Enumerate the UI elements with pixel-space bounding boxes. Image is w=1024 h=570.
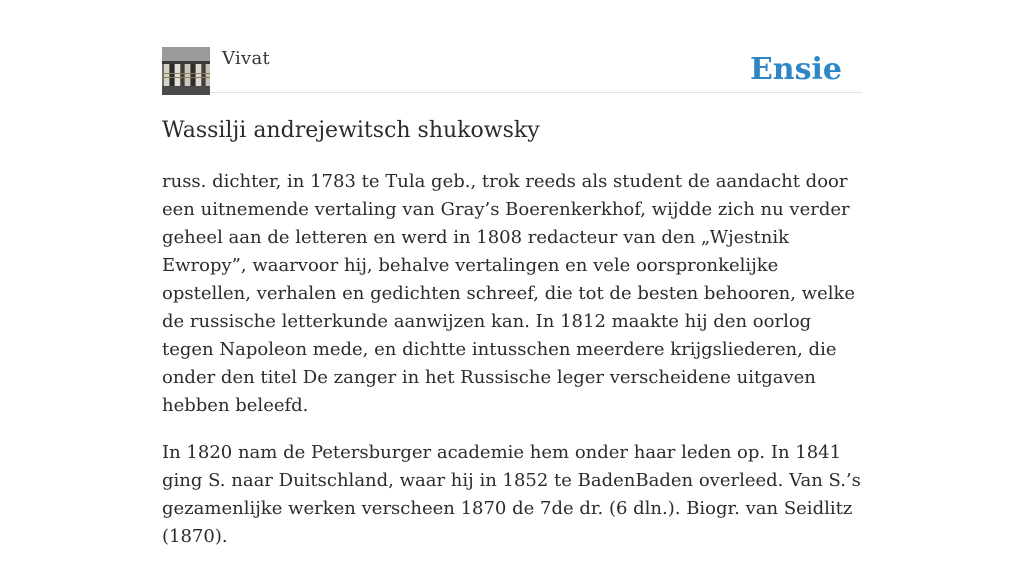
source-name[interactable]: Vivat [222, 48, 271, 69]
ensie-logo[interactable]: Ensie [749, 52, 842, 87]
source-avatar[interactable] [162, 47, 210, 95]
book-spines-icon [162, 47, 210, 95]
paragraph-2: In 1820 nam de Petersburger academie hem onder haar leden op. In 1841 ging S. naar Duitschland, waar hij in 1852 te BadenBaden overleed. Van S.’s gezamenlijke werken verscheen 1870 de 7de dr. (6 dln.). Biogr. van Seidlitz (1870). [162, 442, 861, 547]
header [162, 44, 862, 93]
article-page [162, 0, 862, 547]
page-title: Wassilji andrejewitsch shukowsky [162, 118, 540, 143]
paragraph-1: russ. dichter, in 1783 te Tula geb., trok reeds als student de aandacht door een uitnemende vertaling van Gray’s Boerenkerkhof, wijdde zich nu verder geheel aan de letteren en werd in 1808 redacteur van den „Wjestnik Ewropy”, waarvoor hij, behalve vertalingen en vele oorspronkelijke opstellen, verhalen en gedichten schreef, die tot de besten behooren, welke de russische letterkunde aanwijzen kan. In 1812 maakte hij den oorlog tegen Napoleon mede, en dichtte intusschen meerdere krijgsliederen, die onder den titel De zanger in het Russische leger verscheidene uitgaven hebben beleefd. [162, 171, 856, 416]
article-body [162, 168, 862, 570]
